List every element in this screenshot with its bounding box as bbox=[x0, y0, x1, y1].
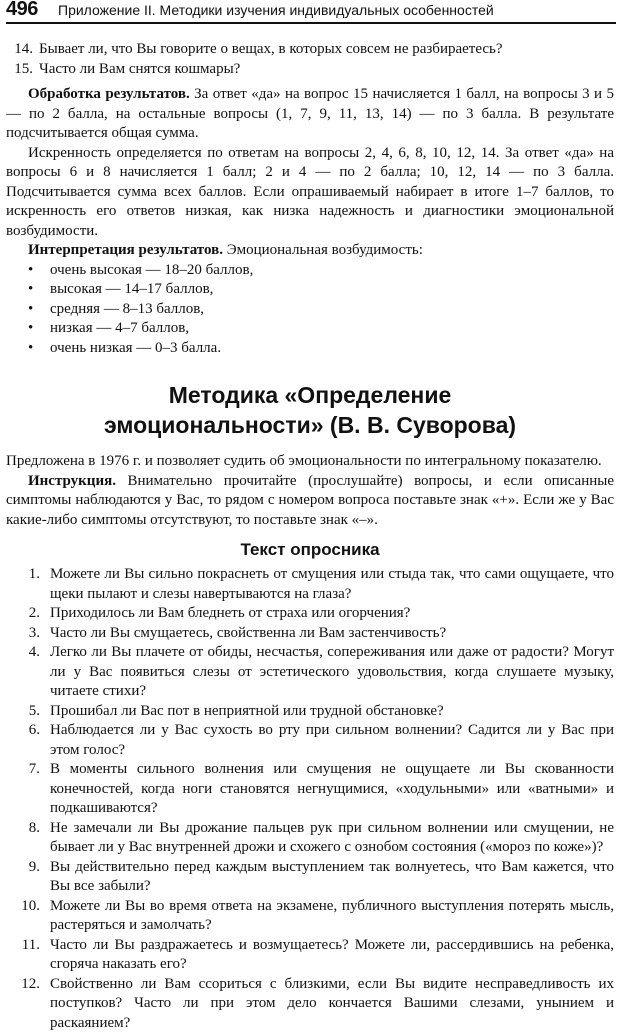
list-item: • очень высокая — 18–20 баллов, bbox=[6, 261, 614, 281]
list-item: 14. Бывает ли, что Вы говорите о вещах, в которых совсем не разбираетесь? bbox=[6, 40, 614, 60]
question-item: 10. Можете ли Вы во время ответа на экзамене, публичного выступления потерять мысль, растеряться и замолчать? bbox=[6, 897, 614, 936]
question-item: 4. Легко ли Вы плачете от обиды, несчастья, сопереживания или даже от радости? Могут ли у Вас появиться слезы от эстетического удовольствия, когда слушаете музыку, читаете стихи? bbox=[6, 643, 614, 702]
question-item: 2. Приходилось ли Вам бледнеть от страха или огорчения? bbox=[6, 604, 614, 624]
question-item: 3. Часто ли Вы смущаетесь, свойственна ли Вам застенчивость? bbox=[6, 624, 614, 644]
question-item: 9. Вы действительно перед каждым выступлением так волнуетесь, что Вам кажется, что Вы все забыли? bbox=[6, 858, 614, 897]
processing-paragraph: Обработка результатов. За ответ «да» на вопрос 15 начисляется 1 балл, на вопросы 3 и 5 — по 2 балла, на остальные вопросы (1, 7, 9, 11, 13, 14) — по 3 балла. В результате подсчитывается общая сумма. bbox=[6, 85, 614, 144]
question-item: 1. Можете ли Вы сильно покраснеть от смущения или стыда так, что сами ощущаете, что щеки пылают и слезы навертываются на глаза? bbox=[6, 565, 614, 604]
method-title: Методика «Определение эмоциональности» (В. В. Суворова) bbox=[6, 380, 614, 440]
question-item: 5. Прошибал ли Вас пот в неприятной или трудной обстановке? bbox=[6, 702, 614, 722]
list-item: • высокая — 14–17 баллов, bbox=[6, 280, 614, 300]
method-intro: Предложена в 1976 г. и позволяет судить об эмоциональности по интегральному показателю. bbox=[6, 452, 614, 472]
sincerity-paragraph: Искренность определяется по ответам на вопросы 2, 4, 6, 8, 10, 12, 14. За ответ «да» на вопросы 6 и 8 начисляется 1 балл; 2 и 4 — по 2 балла; 10, 12, 14 — по 3 балла. Подсчитывается сумма всех баллов. Если опрашиваемый набирает в итоге 1–7 баллов, то искренность его ответов низкая, как низка надежность и диагностики эмоциональной возбудимости. bbox=[6, 144, 614, 242]
previous-questions-list bbox=[6, 40, 614, 79]
page-header bbox=[6, 0, 616, 24]
list-item: 15. Часто ли Вам снятся кошмары? bbox=[6, 60, 614, 80]
question-item: 6. Наблюдается ли у Вас сухость во рту при сильном волнении? Садится ли у Вас при этом голос? bbox=[6, 721, 614, 760]
running-title: Приложение II. Методики изучения индивидуальных особенностей bbox=[58, 2, 494, 18]
emotional-excitability-levels bbox=[6, 261, 614, 359]
interpretation-paragraph: Интерпретация результатов. Эмоциональная возбудимость: bbox=[6, 241, 614, 261]
page-body bbox=[6, 40, 614, 1033]
list-item: • низкая — 4–7 баллов, bbox=[6, 319, 614, 339]
page-number: 496 bbox=[6, 0, 38, 21]
question-item: 8. Не замечали ли Вы дрожание пальцев рук при сильном волнении или смущении, не бывает ли у Вас внутренней дрожи и схожего с ознобом состояния («мороз по коже»)? bbox=[6, 819, 614, 858]
questionnaire-title: Текст опросника bbox=[6, 538, 614, 562]
list-item: • очень низкая — 0–3 балла. bbox=[6, 339, 614, 359]
question-item: 12. Свойственно ли Вам ссориться с близкими, если Вы видите несправедливость их поступков? Часто ли при этом дело кончается Вашими слезами, унынием и раскаянием? bbox=[6, 975, 614, 1033]
question-item: 11. Часто ли Вы раздражаетесь и возмущаетесь? Можете ли, рассердившись на ребенка, сгоряча наказать его? bbox=[6, 936, 614, 975]
questionnaire-list bbox=[6, 565, 614, 1033]
list-item: • средняя — 8–13 баллов, bbox=[6, 300, 614, 320]
question-item: 7. В моменты сильного волнения или смущения не ощущаете ли Вы скованности конечностей, когда ноги становятся негнущимися, «ходульными» или «ватными» и подкашиваются? bbox=[6, 760, 614, 819]
instruction-paragraph: Инструкция. Внимательно прочитайте (прослушайте) вопросы, и если описанные симптомы наблюдаются у Вас, то рядом с номером вопроса поставьте знак «+». Если же у Вас какие-либо симптомы отсутствуют, то поставьте знак «–». bbox=[6, 472, 614, 531]
